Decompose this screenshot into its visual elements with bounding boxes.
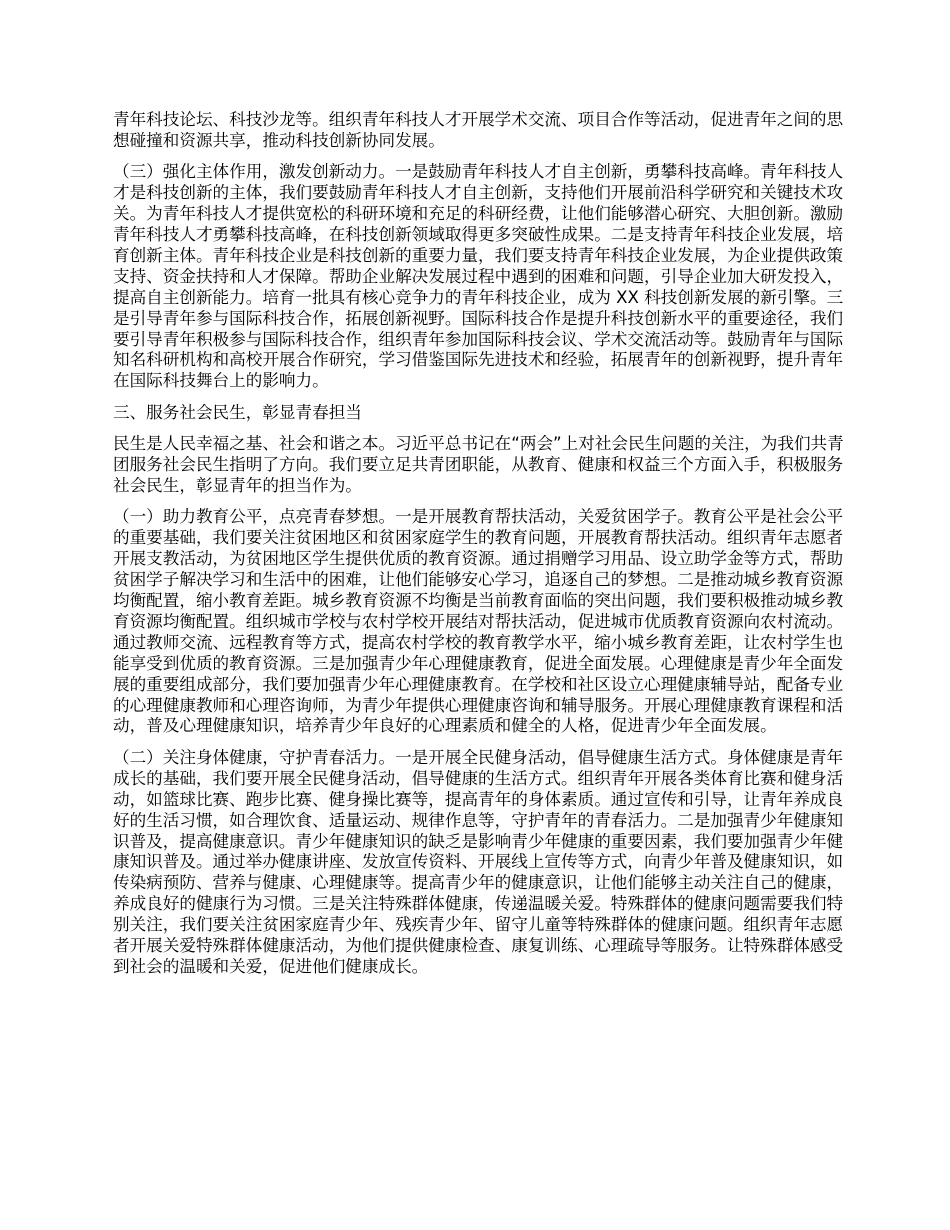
paragraph-continuation: 青年科技论坛、科技沙龙等。组织青年科技人才开展学术交流、项目合作等活动，促进青年之间的思想碰撞和资源共享，推动科技创新协同发展。: [113, 110, 844, 150]
paragraph-section-2-3: （三）强化主体作用，激发创新动力。一是鼓励青年科技人才自主创新，勇攀科技高峰。青年科技人才是科技创新的主体，我们要鼓励青年科技人才自主创新，支持他们开展前沿科学研究和关键技术攻关。为青年科技人才提供宽松的科研环境和充足的科研经费，让他们能够潜心研究、大胆创新。激励青年科技人才勇攀科技高峰，在科技创新领域取得更多突破性成果。二是支持青年科技企业发展，培育创新主体。青年科技企业是科技创新的重要力量，我们要支持青年科技企业发展，为企业提供政策支持、资金扶持和人才保障。帮助企业解决发展过程中遇到的困难和问题，引导企业加大研发投入，提高自主创新能力。培育一批具有核心竞争力的青年科技企业，成为 XX 科技创新发展的新引擎。三是引导青年参与国际科技合作，拓展创新视野。国际科技合作是提升科技创新水平的重要途径，我们要引导青年积极参与国际科技合作，组织青年参加国际科技会议、学术交流活动等。鼓励青年与国际知名科研机构和高校开展合作研究，学习借鉴国际先进技术和经验，拓展青年的创新视野，提升青年在国际科技舞台上的影响力。: [113, 162, 844, 391]
paragraph-section-3-intro: 民生是人民幸福之基、社会和谐之本。习近平总书记在“两会”上对社会民生问题的关注，为我们共青团服务社会民生指明了方向。我们要立足共青团职能，从教育、健康和权益三个方面入手，积极服务社会民生，彰显青年的担当作为。: [113, 434, 844, 495]
paragraph-section-3-2: （二）关注身体健康，守护青春活力。一是开展全民健身活动，倡导健康生活方式。身体健康是青年成长的基础，我们要开展全民健身活动，倡导健康的生活方式。组织青年开展各类体育比赛和健身活动，如篮球比赛、跑步比赛、健身操比赛等，提高青年的身体素质。通过宣传和引导，让青年养成良好的生活习惯，如合理饮食、适量运动、规律作息等，守护青年的青春活力。二是加强青少年健康知识普及，提高健康意识。青少年健康知识的缺乏是影响青少年健康的重要因素，我们要加强青少年健康知识普及。通过举办健康讲座、发放宣传资料、开展线上宣传等方式，向青少年普及健康知识，如传染病预防、营养与健康、心理健康等。提高青少年的健康意识，让他们能够主动关注自己的健康，养成良好的健康行为习惯。三是关注特殊群体健康，传递温暖关爱。特殊群体的健康问题需要我们特别关注，我们要关注贫困家庭青少年、残疾青少年、留守儿童等特殊群体的健康问题。组织青年志愿者开展关爱特殊群体健康活动，为他们提供健康检查、康复训练、心理疏导等服务。让特殊群体感受到社会的温暖和关爱，促进他们健康成长。: [113, 747, 844, 976]
section-heading-3: 三、服务社会民生，彰显青春担当: [113, 402, 362, 422]
paragraph-section-3-1: （一）助力教育公平，点亮青春梦想。一是开展教育帮扶活动，关爱贫困学子。教育公平是社会公平的重要基础，我们要关注贫困地区和贫困家庭学生的教育问题，开展教育帮扶活动。组织青年志愿者开展支教活动，为贫困地区学生提供优质的教育资源。通过捐赠学习用品、设立助学金等方式，帮助贫困学子解决学习和生活中的困难，让他们能够安心学习，追逐自己的梦想。二是推动城乡教育资源均衡配置，缩小教育差距。城乡教育资源不均衡是当前教育面临的突出问题，我们要积极推动城乡教育资源均衡配置。组织城市学校与农村学校开展结对帮扶活动，促进城市优质教育资源向农村流动。通过教师交流、远程教育等方式，提高农村学校的教育教学水平，缩小城乡教育差距，让农村学生也能享受到优质的教育资源。三是加强青少年心理健康教育，促进全面发展。心理健康是青少年全面发展的重要组成部分，我们要加强青少年心理健康教育。在学校和社区设立心理健康辅导站，配备专业的心理健康教师和心理咨询师，为青少年提供心理健康咨询和辅导服务。开展心理健康教育课程和活动，普及心理健康知识，培养青少年良好的心理素质和健全的人格，促进青少年全面发展。: [113, 507, 844, 736]
document-page: [113, 110, 845, 988]
